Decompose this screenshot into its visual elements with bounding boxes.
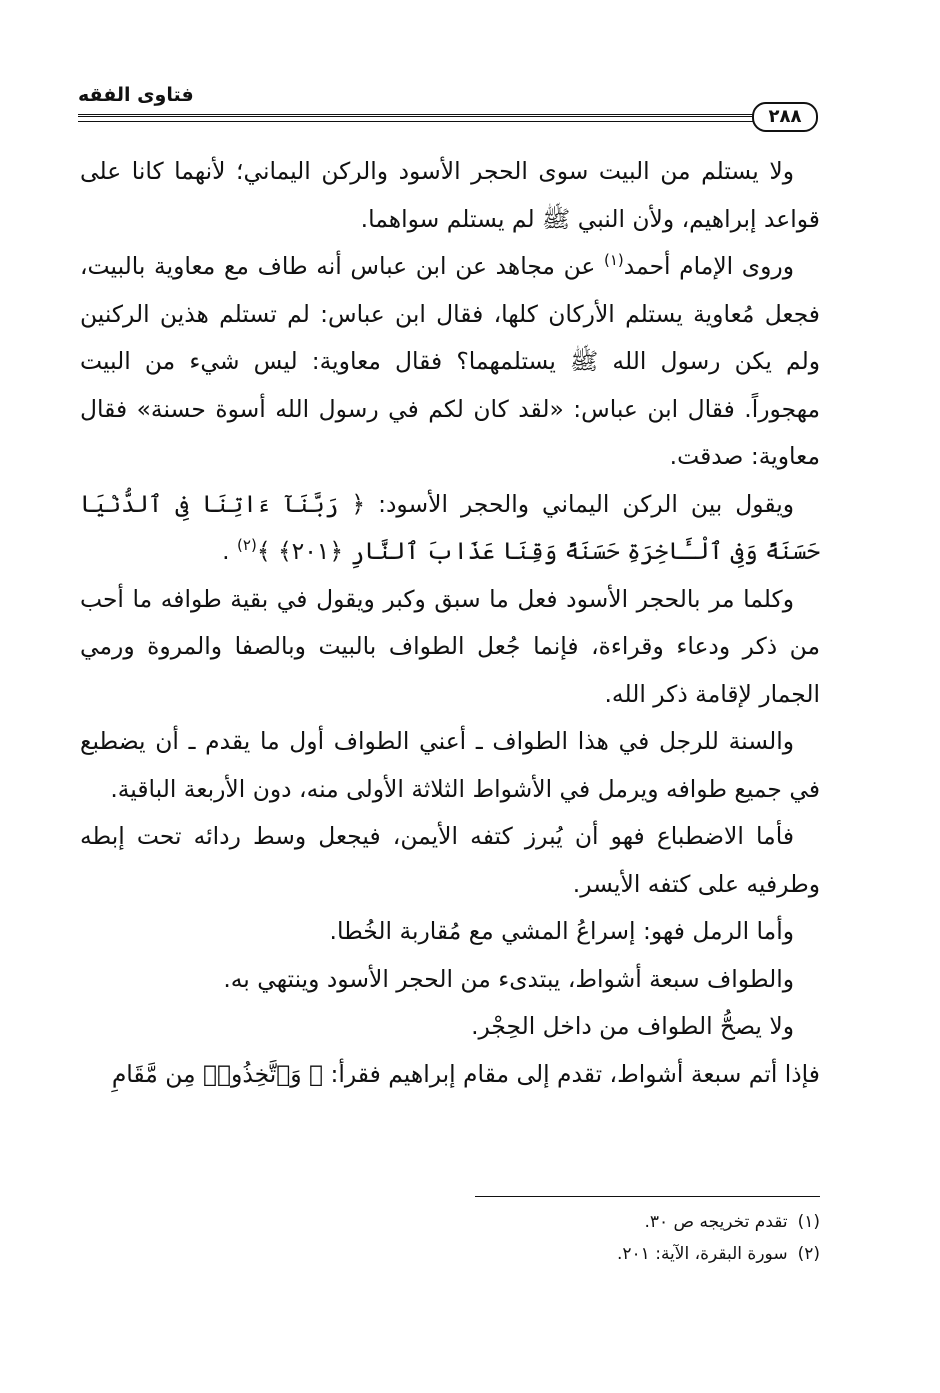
verse-end: . — [222, 537, 230, 565]
quran-verse-2: ﴿ وَٱتَّخِذُوا۟ مِن مَّقَامِ — [111, 1059, 324, 1088]
footnote-1-number: (١) — [797, 1212, 820, 1232]
paragraph-7-text: وأما الرمل فهو: إسراعُ المشي مع مُقاربة الخُطا. — [329, 917, 794, 945]
paragraph-7 — [80, 908, 820, 956]
header-double-rule — [78, 114, 758, 120]
paragraph-5-text: والسنة للرجل في هذا الطواف ـ أعني الطواف أول ما يقدم ـ أن يضطبع في جميع طوافه ويرمل في الأشواط الثلاثة الأولى منه، دون الأربعة الباقية. — [80, 727, 820, 803]
paragraph-8 — [80, 956, 820, 1004]
page-header — [78, 80, 818, 130]
paragraph-3 — [80, 481, 820, 576]
paragraph-1 — [80, 148, 820, 243]
paragraph-6 — [80, 813, 820, 908]
paragraph-10-text: فإذا أتم سبعة أشواط، تقدم إلى مقام إبراهيم فقرأ: — [330, 1059, 820, 1088]
paragraph-3-text: ويقول بين الركن اليماني والحجر الأسود: — [378, 489, 795, 518]
footnote-1 — [220, 1206, 820, 1238]
paragraph-2 — [80, 243, 820, 481]
paragraph-10 — [80, 1051, 820, 1099]
paragraph-2-rest: عن مجاهد عن ابن عباس أنه طاف مع معاوية — [154, 252, 596, 280]
body-text — [80, 148, 820, 1098]
paragraph-2-continuation: بالبيت، فجعل مُعاوية يستلم الأركان كلها، فقال ابن عباس: لم تستلم هذين الركنين ولم يكن رسول الله ﷺ يستلمهما؟ فقال معاوية: ليس شيء من البيت مهجوراً. فقال ابن عباس: «لقد كان لكم في رسول الله أسوة حسنة» فقال معاوية: صدقت. — [80, 252, 820, 470]
paragraph-5 — [80, 718, 820, 813]
footnote-2-number: (٢) — [797, 1244, 820, 1264]
paragraph-9-text: ولا يصحُّ الطواف من داخل الحِجْر. — [471, 1012, 794, 1040]
page-number: ٢٨٨ — [752, 102, 818, 132]
footnote-2-text: سورة البقرة، الآية: ٢٠١. — [617, 1244, 788, 1264]
book-title: فتاوى الفقه — [78, 84, 194, 106]
footnote-2 — [220, 1238, 820, 1270]
header-thin-rule — [78, 121, 758, 122]
paragraph-2-lead: وروى الإمام أحمد — [623, 252, 794, 280]
paragraph-8-text: والطواف سبعة أشواط، يبتدىء من الحجر الأسود وينتهي به. — [223, 964, 794, 993]
footnote-ref-2: (٢) — [237, 536, 257, 555]
footnote-ref-1: (١) — [604, 251, 624, 270]
footnote-separator — [475, 1196, 820, 1197]
paragraph-1-text: ولا يستلم من البيت سوى الحجر الأسود والركن اليماني؛ لأنهما كانا على قواعد إبراهيم، ولأن النبي ﷺ لم يستلم سواهما. — [80, 157, 820, 233]
paragraph-4-text: وكلما مر بالحجر الأسود فعل ما سبق وكبر ويقول في بقية طوافه ما أحب من ذكر ودعاء وقراءة، فإنما جُعل الطواف بالبيت وبالصفا والمروة ورمي الجمار لإقامة ذكر الله. — [80, 584, 820, 708]
footnotes — [220, 1206, 820, 1270]
paragraph-9 — [80, 1003, 820, 1051]
footnote-1-text: تقدم تخريجه ص ٣٠. — [644, 1212, 788, 1232]
paragraph-6-text: فأما الاضطباع فهو أن يُبرز كتفه الأيمن، فيجعل وسط ردائه تحت إبطه وطرفيه على كتفه الأيسر. — [80, 822, 820, 898]
paragraph-4 — [80, 576, 820, 719]
quran-verse-1: ﴿ رَبَّنَآ ءَاتِنَا فِى ٱلدُّنْيَا حَسَنَةً وَفِى ٱلْـَٔاخِرَةِ حَسَنَةً وَقِنَا عَذَابَ ٱلنَّارِ ﴿٢٠١﴾ ﴾ — [80, 489, 820, 565]
